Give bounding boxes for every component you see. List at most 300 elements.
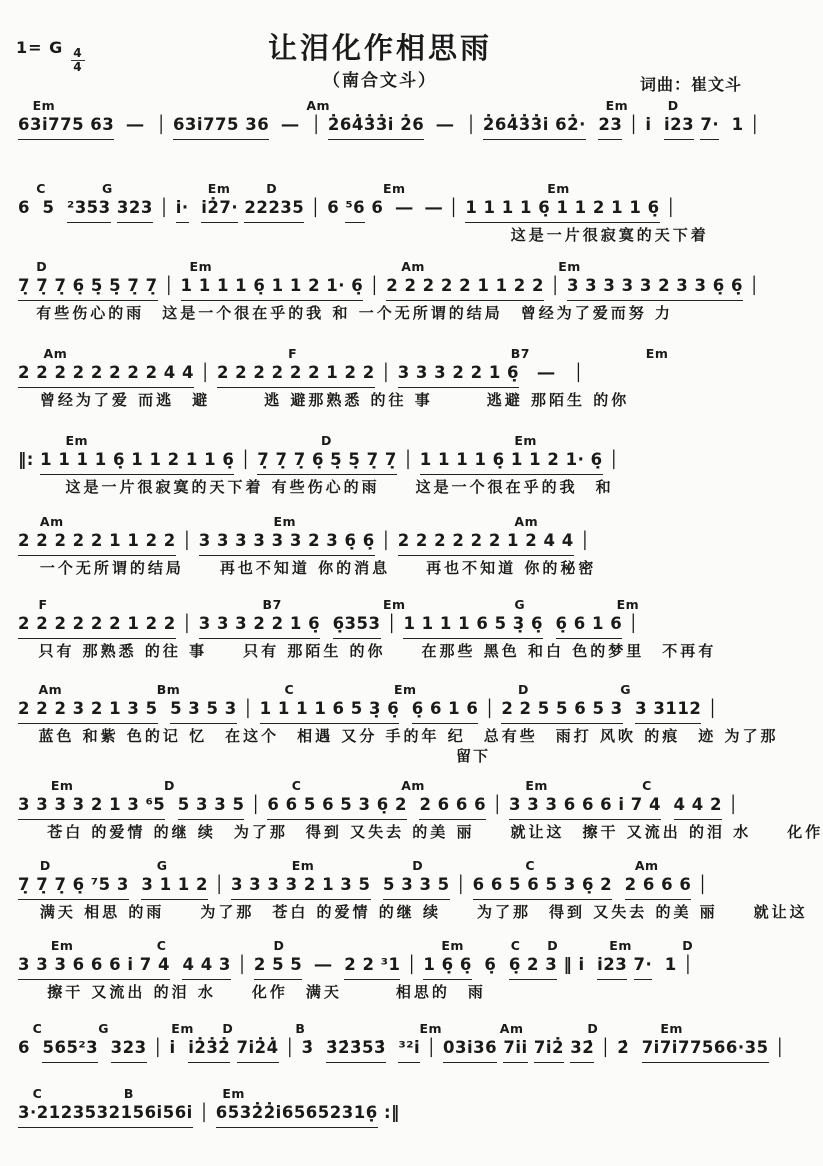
barline-or-rest: │ bbox=[159, 198, 170, 217]
note-group: 5 3 5 3 bbox=[170, 697, 237, 724]
note-group: 3 3 3 6 6 6 i 7 4 bbox=[509, 793, 661, 820]
note-group: ²353 bbox=[67, 196, 111, 223]
chord-label: D bbox=[412, 858, 424, 873]
barline-or-rest: │ bbox=[455, 875, 467, 894]
chord-label: Em bbox=[419, 1021, 443, 1036]
chord-label: F bbox=[38, 597, 48, 612]
chord-label: Em bbox=[525, 778, 548, 793]
note-group: 1 1 1 1 6 5 3̣ 6̣ bbox=[403, 612, 543, 639]
lyrics-row: 曾经为了爱 而逃 避 逃 避那熟悉 的往 事 逃避 那陌生 的你 bbox=[39, 391, 630, 409]
note-group: 2 2 5 5 6 5 3 bbox=[501, 697, 622, 724]
barline-or-rest bbox=[371, 875, 384, 894]
note-group: 3 3 3 6 6 6 i 7 4 bbox=[18, 953, 170, 980]
chord-label: D bbox=[222, 1021, 234, 1036]
barline-or-rest: │ bbox=[406, 955, 418, 974]
note-group: 6 bbox=[18, 1038, 30, 1057]
barline-or-rest bbox=[302, 955, 315, 974]
barline-or-rest bbox=[661, 795, 674, 814]
barline-or-rest: │ bbox=[403, 450, 414, 469]
notes-row bbox=[18, 448, 748, 475]
score-line-5 bbox=[18, 435, 748, 513]
barline-or-rest: │ bbox=[749, 115, 761, 134]
chord-label: D bbox=[547, 938, 559, 953]
note-group: 3 3 3 3 3 2 3 3 6̣ 6̣ bbox=[567, 274, 743, 301]
barline-or-rest: │ bbox=[250, 795, 262, 814]
notes-row bbox=[18, 873, 748, 900]
barline-or-rest: │ bbox=[369, 276, 380, 295]
barline-or-rest bbox=[585, 955, 598, 974]
key-label: 1= G bbox=[16, 38, 64, 57]
barline-or-rest bbox=[165, 795, 178, 814]
note-group: 3 3 3 3 2 1 3 ⁶5 bbox=[18, 793, 165, 820]
lyrics-row-secondary: 留下 bbox=[456, 747, 491, 765]
chord-label: G bbox=[514, 597, 526, 612]
chord-row bbox=[18, 181, 748, 195]
barline-or-rest bbox=[30, 198, 43, 217]
barline-or-rest bbox=[719, 115, 732, 134]
score-line-1 bbox=[18, 98, 761, 178]
barline-or-rest bbox=[320, 614, 333, 633]
note-group: 2 2 2 2 2 2 2 2 4 4 bbox=[18, 361, 194, 388]
chord-label: Em bbox=[189, 259, 213, 274]
score-line-6 bbox=[18, 516, 748, 594]
note-group: 1 1 1 1 6̣ 1 1 2 1 1 6̣ bbox=[40, 448, 234, 475]
note-group: i2̇7· bbox=[201, 196, 238, 223]
note-group: 3̇2̇3̇53̇ bbox=[326, 1036, 386, 1063]
note-group: 6 bbox=[371, 198, 384, 217]
barline-or-rest: │ bbox=[311, 115, 322, 134]
chord-label: C bbox=[32, 1021, 43, 1036]
note-group: i23 bbox=[664, 113, 694, 140]
chord-label: Em bbox=[605, 98, 629, 113]
barline-or-rest bbox=[386, 1038, 399, 1057]
barline-or-rest: │ bbox=[697, 875, 708, 894]
notes-row bbox=[18, 1036, 786, 1063]
note-group: 3 3112 bbox=[635, 697, 701, 724]
page-title: 让泪化作相思雨 bbox=[267, 31, 492, 65]
score-line-4 bbox=[18, 348, 748, 426]
chord-label: C bbox=[291, 778, 302, 793]
chord-label: D bbox=[320, 433, 332, 448]
notes-row bbox=[18, 274, 760, 301]
note-group: 2̇64̇3̇3̇i 62̇· bbox=[483, 113, 586, 140]
note-group: 2 2 2 2 2 1 1 2 2 bbox=[18, 529, 176, 556]
barline-or-rest: │ bbox=[284, 1038, 296, 1057]
chord-label: Am bbox=[401, 778, 425, 793]
barline-or-rest: │ bbox=[426, 1038, 437, 1057]
notes-row bbox=[18, 793, 748, 820]
barline-or-rest: │ bbox=[386, 614, 398, 633]
barline-or-rest bbox=[332, 955, 345, 974]
chord-label: Em bbox=[616, 597, 640, 612]
chord-label: Em bbox=[291, 858, 315, 873]
note-group: 565²3 bbox=[42, 1036, 98, 1063]
note-group: 23 bbox=[598, 113, 622, 140]
note-group: 1 bbox=[664, 955, 677, 974]
lyrics-row: 有些伤心的雨 这是一个很在乎的我 和 一个无所谓的结局 曾经为了爱而努 力 bbox=[36, 304, 673, 322]
chord-label: B bbox=[123, 1086, 134, 1101]
note-group: 6532̇2̇i65652316̣ bbox=[216, 1101, 378, 1128]
note-group: 2 2 2 2 2 2 1 2 2 bbox=[217, 361, 375, 388]
chord-label: B7 bbox=[262, 597, 282, 612]
barline-or-rest: ― bbox=[314, 955, 332, 974]
barline-or-rest: │ bbox=[683, 955, 694, 974]
note-group: 5 bbox=[42, 198, 55, 217]
chord-row bbox=[18, 98, 748, 112]
barline-or-rest: │ bbox=[728, 795, 739, 814]
barline-or-rest bbox=[189, 198, 202, 217]
chord-label: D bbox=[266, 181, 278, 196]
barline-or-rest: │ bbox=[466, 115, 477, 134]
note-group: i bbox=[578, 955, 585, 974]
subtitle: （南合文斗） bbox=[323, 71, 437, 91]
note-group: 22235 bbox=[244, 196, 304, 223]
note-group: 2 2 2 2 2 1 1 2 2 bbox=[386, 274, 544, 301]
chord-label: B bbox=[295, 1021, 306, 1036]
chord-label: Am bbox=[39, 514, 64, 529]
note-group: 2 2 ³1 bbox=[344, 953, 400, 980]
chord-label: Em bbox=[441, 938, 464, 953]
notes-row bbox=[18, 113, 761, 140]
note-group: 1 1 1 1 6̣ 1 1 2 1· 6̣ bbox=[420, 448, 603, 475]
note-group: 03i36 bbox=[443, 1036, 497, 1063]
chord-row bbox=[18, 346, 748, 360]
chord-label: D bbox=[518, 682, 529, 697]
barline-or-rest: │ bbox=[156, 115, 167, 134]
barline-or-rest bbox=[519, 363, 538, 382]
note-group: 7· bbox=[634, 953, 653, 980]
barline-or-rest: │ bbox=[163, 276, 175, 295]
lyrics-row: 满天 相思 的雨 为了那 苍白 的爱情 的继 续 为了那 得到 又失去 的美 丽 就让这 bbox=[39, 903, 808, 921]
chord-label: G bbox=[98, 1021, 110, 1036]
chord-label: Em bbox=[547, 181, 570, 196]
barline-or-rest bbox=[144, 115, 157, 134]
barline-or-rest bbox=[543, 614, 556, 633]
barline-or-rest: │ bbox=[579, 531, 591, 550]
chord-label: G bbox=[156, 858, 168, 873]
credit: 词曲：崔文斗 bbox=[639, 75, 742, 94]
note-group: 323 bbox=[117, 196, 153, 223]
barline-or-rest bbox=[98, 1038, 111, 1057]
barline-or-rest: │ bbox=[199, 1103, 210, 1122]
barline-or-rest: │ bbox=[707, 699, 718, 718]
notes-row bbox=[18, 1101, 748, 1128]
chord-label: C bbox=[284, 682, 295, 697]
note-group: 1 6̣ 6̣ bbox=[423, 953, 471, 980]
note-group: 1 1 1 1 6 5 3̣ 6̣ bbox=[260, 697, 400, 724]
score-line-3 bbox=[18, 259, 760, 339]
barline-or-rest: │ bbox=[182, 614, 193, 633]
note-group: 6 6 5 6 5 3 6̣ 2 bbox=[473, 873, 613, 900]
barline-or-rest: │ bbox=[310, 198, 321, 217]
note-group: 4 4 2 bbox=[674, 793, 722, 820]
barline-or-rest bbox=[496, 955, 509, 974]
barline-or-rest: ― bbox=[395, 198, 413, 217]
barline-or-rest: │ bbox=[749, 276, 760, 295]
barline-or-rest bbox=[424, 115, 437, 134]
note-group: 1 1 1 1 6̣ 1 1 2 1 1 6̣ bbox=[465, 196, 659, 223]
note-group: 63i775 36 bbox=[173, 113, 269, 140]
barline-or-rest: │ bbox=[492, 795, 503, 814]
barline-or-rest: │ bbox=[381, 531, 392, 550]
note-group: 6 bbox=[327, 198, 340, 217]
score-line-9 bbox=[18, 778, 823, 858]
chord-label: Em bbox=[50, 778, 74, 793]
chord-label: C bbox=[32, 1086, 43, 1101]
chord-label: D bbox=[682, 938, 694, 953]
chord-label: Bm bbox=[156, 682, 181, 697]
chord-row bbox=[18, 597, 748, 611]
barline-or-rest bbox=[472, 955, 485, 974]
barline-or-rest: │ bbox=[550, 276, 561, 295]
chord-label: Am bbox=[306, 98, 331, 113]
note-group: 2 6 6 6 bbox=[419, 793, 486, 820]
lyrics-row: 苍白 的爱情 的继 续 为了那 得到 又失去 的美 丽 就让这 擦干 又流出 的泪 水 化作 bbox=[47, 823, 823, 841]
note-group: ⁵6 bbox=[345, 196, 365, 223]
barline-or-rest: │ bbox=[182, 531, 193, 550]
barline-or-rest: ― bbox=[436, 115, 454, 134]
chord-row bbox=[18, 514, 748, 528]
score-line-11 bbox=[18, 940, 748, 1018]
chord-row bbox=[18, 259, 748, 273]
chord-label: D bbox=[36, 259, 48, 274]
note-group: 7i2̇ bbox=[534, 1036, 564, 1063]
barline-or-rest: : bbox=[26, 450, 34, 469]
barline-or-rest: : bbox=[383, 1103, 392, 1122]
barline-or-rest bbox=[299, 115, 312, 134]
note-group: ³²i bbox=[398, 1036, 420, 1063]
note-group: 3 3 3 3 2 1 3 5 bbox=[231, 873, 371, 900]
chord-row bbox=[18, 433, 748, 447]
barline-or-rest: │ bbox=[381, 363, 392, 382]
chord-label: G bbox=[101, 181, 113, 196]
barline-or-rest bbox=[269, 115, 282, 134]
chord-label: Am bbox=[634, 858, 659, 873]
note-group: 3 1 1 2 bbox=[141, 873, 208, 900]
chord-label: Em bbox=[645, 346, 669, 361]
chord-label: C bbox=[510, 938, 521, 953]
note-group: 7ii bbox=[503, 1036, 527, 1063]
chord-label: Am bbox=[514, 514, 539, 529]
chord-label: F bbox=[288, 346, 298, 361]
score-line-8 bbox=[18, 682, 779, 765]
note-group: 6̣ 2 3 bbox=[509, 953, 557, 980]
chord-label: Em bbox=[65, 433, 89, 448]
barline-or-rest: ‖ bbox=[391, 1103, 400, 1122]
barline-or-rest bbox=[314, 1038, 327, 1057]
score-line-7 bbox=[18, 599, 748, 677]
chord-label: D bbox=[273, 938, 285, 953]
notes-row bbox=[18, 953, 748, 980]
note-group: 2̇64̇3̇3̇i 2̇6 bbox=[328, 113, 424, 140]
lyrics-row: 只有 那熟悉 的往 事 只有 那陌生 的你 在那些 黑色 和白 色的梦里 不再有 bbox=[38, 642, 717, 660]
barline-or-rest: ― bbox=[537, 363, 555, 382]
note-group: i· bbox=[176, 196, 189, 223]
barline-or-rest: │ bbox=[628, 115, 640, 134]
lyrics-row: 一个无所谓的结局 再也不知道 你的消息 再也不知道 你的秘密 bbox=[39, 559, 597, 577]
note-group: i23 bbox=[597, 953, 627, 980]
barline-or-rest bbox=[399, 699, 412, 718]
chord-row bbox=[18, 1021, 748, 1035]
barline-or-rest: │ bbox=[665, 198, 677, 217]
note-group: 6 6 5 6 5 3 6̣ 2 bbox=[267, 793, 407, 820]
note-group: 7i7i77566·35 bbox=[642, 1036, 769, 1063]
note-group: 63i775 63 bbox=[18, 113, 114, 140]
barline-or-rest bbox=[129, 875, 142, 894]
note-group: 3 3 3 2 2 1 6̣ bbox=[398, 361, 519, 388]
note-group: 6̣ 6 1 6 bbox=[412, 697, 479, 724]
chord-label: Em bbox=[273, 514, 297, 529]
barline-or-rest: │ bbox=[200, 363, 211, 382]
note-group: i bbox=[169, 1038, 176, 1057]
chord-label: Em bbox=[207, 181, 231, 196]
note-group: 2 5 5 bbox=[254, 953, 302, 980]
chord-row bbox=[18, 938, 748, 952]
chord-label: D bbox=[39, 858, 51, 873]
chord-row bbox=[18, 1086, 748, 1100]
barline-or-rest: │ bbox=[484, 699, 496, 718]
note-group: 3 3 3 3 3 3 2 3 6̣ 6̣ bbox=[199, 529, 375, 556]
chord-label: Am bbox=[43, 346, 68, 361]
note-group: 2 2 2 3 2 1 3 5 bbox=[18, 697, 158, 724]
chord-label: B7 bbox=[510, 346, 530, 361]
note-group: 6 bbox=[18, 198, 30, 217]
barline-or-rest bbox=[629, 1038, 642, 1057]
time-signature-bottom: 4 bbox=[73, 59, 83, 74]
note-group: 5 3 3 5 bbox=[383, 873, 450, 900]
barline-or-rest bbox=[413, 198, 426, 217]
note-group: 1 1 1 1 6̣ 1 1 2 1· 6̣ bbox=[181, 274, 364, 301]
chord-label: Am bbox=[401, 259, 425, 274]
barline-or-rest bbox=[586, 115, 599, 134]
chord-label: Em bbox=[383, 181, 406, 196]
note-group: 4 4 3 bbox=[182, 953, 230, 980]
note-group: 2 2 2 2 2 2 1 2 2 bbox=[18, 612, 176, 639]
barline-or-rest: │ bbox=[242, 699, 254, 718]
barline-or-rest bbox=[454, 115, 467, 134]
note-group: 323 bbox=[111, 1036, 147, 1063]
barline-or-rest: │ bbox=[774, 1038, 786, 1057]
barline-or-rest: │ bbox=[600, 1038, 611, 1057]
notes-row bbox=[18, 697, 748, 724]
chord-row bbox=[18, 682, 748, 696]
chord-label: Am bbox=[499, 1021, 524, 1036]
note-group: 7̣ 7̣ 7̣ 6̣ 5̣ 5̣ 7̣ 7̣ bbox=[18, 274, 158, 301]
note-group: 7i2̇4̇ bbox=[237, 1036, 279, 1063]
chord-label: D bbox=[667, 98, 679, 113]
score-line-2 bbox=[18, 183, 748, 261]
time-signature-top: 4 bbox=[73, 46, 83, 60]
score-line-13 bbox=[18, 1088, 748, 1166]
note-group: 32̇ bbox=[570, 1036, 594, 1063]
notes-row bbox=[18, 196, 748, 223]
chord-label: C bbox=[525, 858, 536, 873]
chord-label: D bbox=[164, 778, 175, 793]
barline-or-rest: │ bbox=[628, 614, 639, 633]
barline-or-rest: │ bbox=[240, 450, 252, 469]
chord-label: Em bbox=[558, 259, 581, 274]
chord-label: Em bbox=[393, 682, 417, 697]
barline-or-rest bbox=[170, 955, 183, 974]
chord-label: C bbox=[642, 778, 652, 793]
barline-or-rest: ‖ bbox=[563, 955, 573, 974]
chord-row bbox=[18, 858, 748, 872]
barline-or-rest bbox=[54, 198, 67, 217]
barline-or-rest bbox=[176, 1038, 189, 1057]
note-group: 2 2 2 2 2 2 1 2 4 4 bbox=[398, 529, 574, 556]
chord-label: Em bbox=[222, 1086, 245, 1101]
chord-row bbox=[18, 778, 748, 792]
barline-or-rest bbox=[407, 795, 420, 814]
barline-or-rest bbox=[612, 875, 625, 894]
barline-or-rest: │ bbox=[152, 1038, 164, 1057]
chord-label: Em bbox=[514, 433, 537, 448]
note-group: 3̇ bbox=[301, 1038, 314, 1057]
note-group: i bbox=[645, 115, 652, 134]
note-group: 7· bbox=[700, 113, 719, 140]
note-group: 3·2123532156i56i bbox=[18, 1101, 193, 1128]
barline-or-rest: ― bbox=[425, 198, 443, 217]
barline-or-rest bbox=[114, 115, 127, 134]
lyrics-row: 擦干 又流出 的泪 水 化作 满天 相思的 雨 bbox=[47, 983, 486, 1001]
lyrics-row: 这是一片很寂寞的天下着 bbox=[510, 226, 709, 244]
chord-label: Em bbox=[609, 938, 632, 953]
barline-or-rest: │ bbox=[448, 198, 460, 217]
note-group: 1 bbox=[731, 115, 744, 134]
chord-label: Em bbox=[32, 98, 56, 113]
barline-or-rest bbox=[652, 955, 665, 974]
notes-row bbox=[18, 361, 748, 388]
barline-or-rest: │ bbox=[214, 875, 225, 894]
barline-or-rest bbox=[158, 699, 171, 718]
chord-label: Em bbox=[50, 938, 74, 953]
notes-row bbox=[18, 612, 748, 639]
chord-label: Em bbox=[383, 597, 406, 612]
chord-label: Em bbox=[660, 1021, 683, 1036]
chord-label: Em bbox=[171, 1021, 194, 1036]
note-group: 6̣ 6 1 6 bbox=[556, 612, 623, 639]
chord-label: C bbox=[156, 938, 167, 953]
chord-label: Am bbox=[38, 682, 63, 697]
barline-or-rest bbox=[623, 699, 636, 718]
barline-or-rest bbox=[383, 198, 396, 217]
barline-or-rest bbox=[555, 363, 574, 382]
barline-or-rest: │ bbox=[608, 450, 620, 469]
barline-or-rest: │ bbox=[573, 363, 584, 382]
note-group: 2̇ bbox=[617, 1038, 630, 1057]
lyrics-row: 这是一片很寂寞的天下着 有些伤心的雨 这是一个很在乎的我 和 bbox=[65, 478, 614, 496]
barline-or-rest bbox=[651, 115, 664, 134]
barline-or-rest: │ bbox=[237, 955, 248, 974]
note-group: 7̣ 7̣ 7̣ 6̣ 5̣ 5̣ 7̣ 7̣ bbox=[257, 448, 397, 475]
lyrics-row: 蓝色 和紫 色的记 忆 在这个 相遇 又分 手的年 纪 总有些 雨打 风吹 的痕 迹 为了那 bbox=[38, 727, 779, 745]
note-group: 7̣ 7̣ 7̣ 6̣ ⁷5 3 bbox=[18, 873, 129, 900]
note-group: 6̣ bbox=[484, 955, 497, 974]
note-group: 5 3 3 5 bbox=[178, 793, 245, 820]
notes-row bbox=[18, 529, 748, 556]
barline-or-rest bbox=[30, 1038, 43, 1057]
note-group: i2̇3̇2̇ bbox=[188, 1036, 230, 1063]
chord-label: G bbox=[620, 682, 632, 697]
note-group: 6̣353 bbox=[333, 612, 381, 639]
barline-or-rest: ‖ bbox=[18, 450, 27, 469]
barline-or-rest: ― bbox=[281, 115, 299, 134]
score-line-10 bbox=[18, 858, 808, 938]
note-group: 2 6 6 6 bbox=[625, 873, 692, 900]
note-group: 3 3 3 2 2 1 6̣ bbox=[199, 612, 320, 639]
barline-or-rest: ― bbox=[126, 115, 144, 134]
chord-label: C bbox=[36, 181, 46, 196]
